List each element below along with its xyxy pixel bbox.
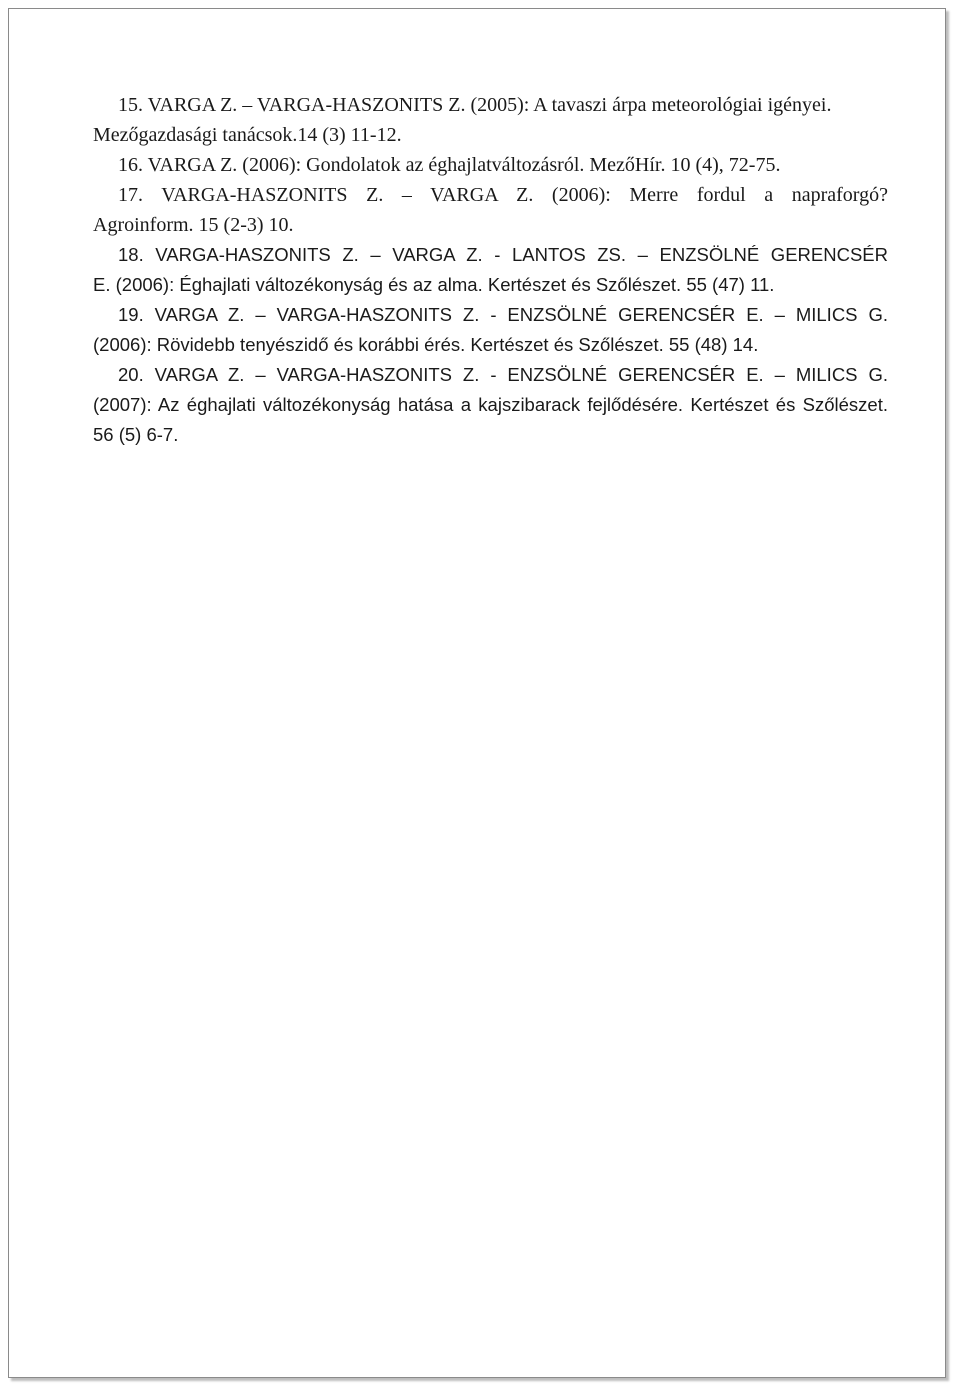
reference-item-15: [93, 90, 888, 150]
reference-line: 16. VARGA Z. (2006): Gondolatok az éghajlatváltozásról. MezőHír. 10 (4), 72-75.: [118, 154, 781, 176]
reference-item-16: [93, 150, 888, 180]
reference-item-17: [93, 180, 888, 240]
reference-line: (2006): Rövidebb tenyészidő és korábbi érés. Kertészet és Szőlészet. 55 (48) 14.: [93, 334, 759, 355]
reference-line: Mezőgazdasági tanácsok.14 (3) 11-12.: [93, 124, 402, 146]
reference-line: 17. VARGA-HASZONITS Z. – VARGA Z. (2006): Merre fordul a napraforgó?: [118, 184, 888, 206]
reference-item-20: [93, 360, 888, 450]
document-page: [8, 8, 946, 1378]
reference-line: 20. VARGA Z. – VARGA-HASZONITS Z. - ENZSÖLNÉ GERENCSÉR E. – MILICS G.: [118, 364, 888, 385]
reference-line: 15. VARGA Z. – VARGA-HASZONITS Z. (2005): A tavaszi árpa meteorológiai igényei.: [118, 94, 832, 116]
reference-line: E. (2006): Éghajlati változékonyság és az alma. Kertészet és Szőlészet. 55 (47) 11.: [93, 274, 775, 295]
reference-item-18: [93, 240, 888, 300]
reference-item-19: [93, 300, 888, 360]
reference-line: Agroinform. 15 (2-3) 10.: [93, 214, 294, 236]
reference-line: 56 (5) 6-7.: [93, 424, 179, 445]
reference-line: 18. VARGA-HASZONITS Z. – VARGA Z. - LANTOS ZS. – ENZSÖLNÉ GERENCSÉR: [118, 244, 888, 265]
reference-list: [93, 90, 888, 450]
reference-line: 19. VARGA Z. – VARGA-HASZONITS Z. - ENZSÖLNÉ GERENCSÉR E. – MILICS G.: [118, 304, 888, 325]
reference-line: (2007): Az éghajlati változékonyság hatása a kajszibarack fejlődésére. Kertészet és Szőlészet.: [93, 394, 888, 415]
